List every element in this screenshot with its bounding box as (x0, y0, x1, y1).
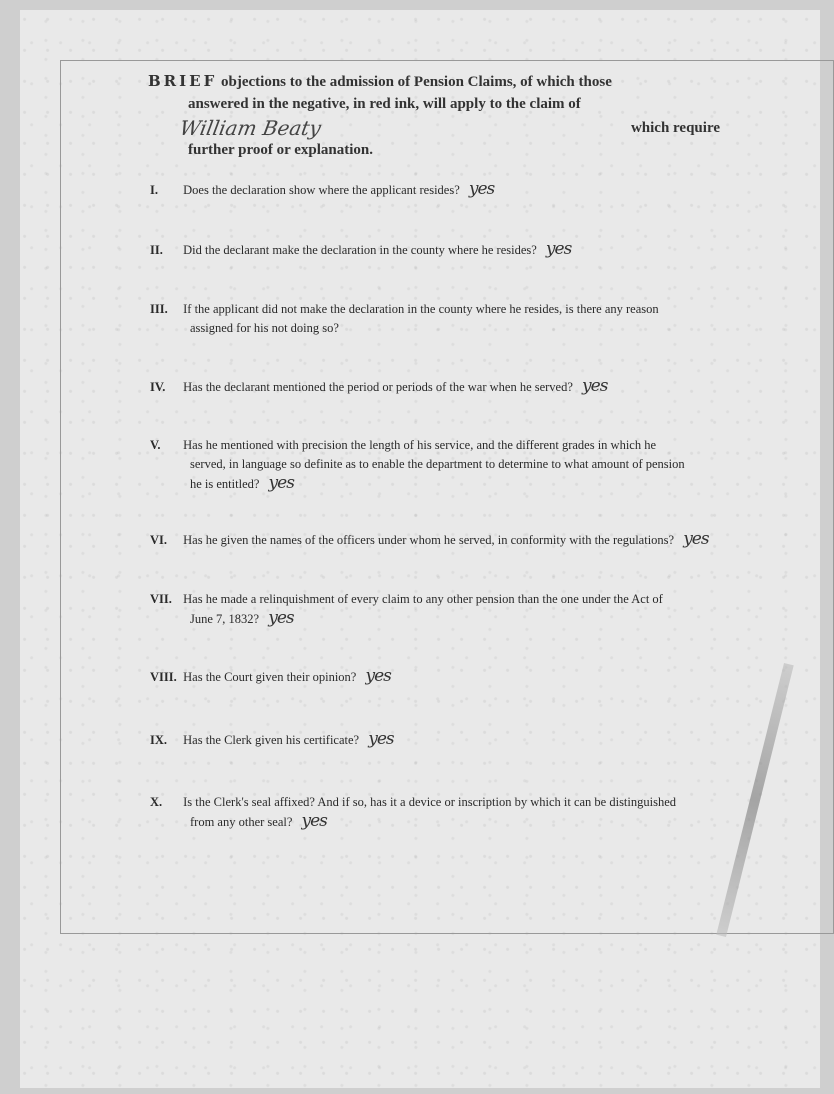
question-text: Has he made a relinquishment of every claim to any other pension than the one under the Act of (183, 592, 663, 606)
question-10 (150, 793, 725, 832)
question-text: Has he mentioned with precision the length of his service, and the different grades in which he (183, 438, 657, 452)
question-text: If the applicant did not make the declaration in the county where he resides, is there any reason (183, 302, 659, 316)
handwritten-answer: yes (301, 811, 327, 831)
handwritten-answer: yes (368, 729, 394, 749)
question-9 (150, 730, 725, 750)
question-text-continued (150, 812, 725, 832)
question-text: Has he given the names of the officers under whom he served, in conformity with the regulations? (183, 533, 675, 547)
question-number: V. (150, 438, 161, 452)
handwritten-answer: yes (365, 666, 391, 686)
question-text: Did the declarant make the declaration in the county where he resides? (183, 243, 537, 257)
claimant-name: William Beaty (177, 116, 323, 140)
question-text: Has the declarant mentioned the period or periods of the war when he served? (183, 380, 573, 394)
question-text-continued: assigned for his not doing so? (190, 321, 339, 335)
header-line-4: further proof or explanation. (188, 142, 374, 158)
question-text-tail: he is entitled? (190, 477, 260, 491)
header-line-2: answered in the negative, in red ink, will apply to the claim of (188, 96, 581, 112)
handwritten-answer: yes (582, 376, 608, 396)
question-4 (150, 377, 725, 397)
header-line-1-text: objections to the admission of Pension Claims, of which those (221, 74, 612, 90)
question-number: VIII. (150, 670, 177, 684)
question-number: X. (150, 795, 163, 809)
question-text: Has the Clerk given his certificate? (183, 733, 360, 747)
question-text-continued-2 (150, 474, 725, 494)
question-text: Has the Court given their opinion? (183, 670, 357, 684)
question-text: Is the Clerk's seal affixed? And if so, has it a device or inscription by which it can be distinguished (183, 795, 677, 809)
header-line-1 (148, 70, 720, 93)
question-3 (150, 300, 725, 338)
header-line-3 (148, 115, 720, 139)
question-number: II. (150, 243, 163, 257)
form-header (148, 70, 720, 161)
question-text-continued: served, in language so definite as to enable the department to determine to what amount of pension (190, 457, 685, 471)
handwritten-answer: yes (683, 529, 709, 549)
question-6 (150, 530, 725, 550)
brief-word: BRIEF (148, 72, 218, 90)
handwritten-answer: yes (468, 179, 495, 199)
question-1 (150, 180, 725, 200)
question-7 (150, 590, 725, 629)
question-8 (150, 667, 725, 687)
question-number: I. (150, 183, 158, 197)
question-number: III. (150, 302, 168, 316)
handwritten-answer: yes (268, 608, 294, 628)
header-line-3-text: which require (630, 120, 720, 136)
question-text-tail: from any other seal? (190, 815, 293, 829)
question-text-tail: June 7, 1832? (190, 612, 260, 626)
question-number: VI. (150, 533, 168, 547)
question-text: Does the declaration show where the applicant resides? (183, 183, 460, 197)
question-5 (150, 436, 725, 494)
question-number: VII. (150, 592, 172, 606)
handwritten-answer: yes (268, 473, 294, 493)
question-number: IV. (150, 380, 166, 394)
question-text-continued (150, 609, 725, 629)
question-2 (150, 240, 725, 260)
question-number: IX. (150, 733, 168, 747)
handwritten-answer: yes (545, 239, 572, 259)
